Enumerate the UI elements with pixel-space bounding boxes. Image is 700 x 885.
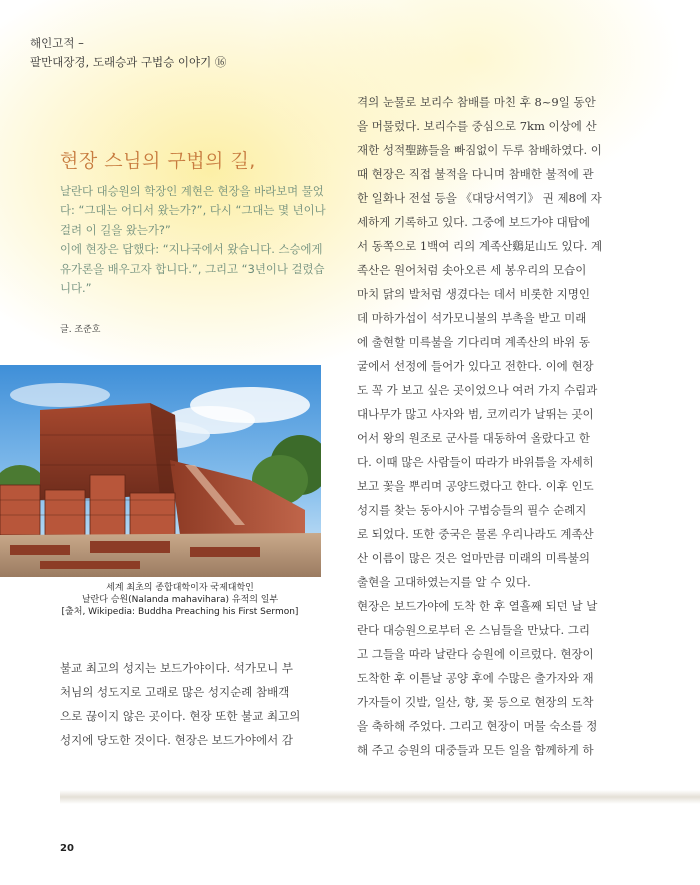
text-line: 산 이름이 많은 것은 얼마만큼 미래의 미륵불의 — [357, 551, 591, 565]
text-line: 다. 이때 많은 사람들이 따라가 바위틈을 자세히 — [357, 455, 594, 469]
text-line: 족산은 원어처럼 솟아오른 세 봉우리의 모습이 — [357, 263, 587, 277]
text-line: 가자들이 깃발, 일산, 향, 꽃 등으로 현장의 도착 — [357, 695, 594, 709]
photo-caption — [40, 582, 320, 618]
caption-line: 날란다 승원(Nalanda mahavihara) 유적의 일부 — [81, 595, 279, 605]
caption-line: 세계 최초의 종합대학이자 국제대학인 — [106, 583, 254, 593]
text-line: 으로 끊이지 않은 곳이다. 현장 또한 불교 최고의 — [60, 709, 301, 723]
text-line: 처님의 성도지로 고래로 많은 성지순례 참배객 — [60, 685, 290, 699]
text-line: 마치 닭의 발처럼 생겼다는 데서 비롯한 지명인 — [357, 287, 591, 301]
left-column-text — [60, 656, 322, 752]
nalanda-ruins-illustration — [0, 365, 321, 577]
text-line: 어서 왕의 원조로 군사를 대동하여 올랐다고 한 — [357, 431, 591, 445]
text-line: 현장은 보드가야에 도착 한 후 열흘째 되던 날 날 — [357, 599, 598, 613]
text-line: 란다 대승원으로부터 온 스님들을 만났다. 그리 — [357, 623, 591, 637]
text-line: 로 되었다. 또한 중국은 물론 우리나라도 계족산 — [357, 527, 594, 541]
text-line: 해 주고 승원의 대중들과 모든 일을 함께하게 하 — [357, 743, 594, 757]
text-line: 성지에 당도한 것이다. 현장은 보드가야에서 감 — [60, 733, 294, 747]
text-line: 세하게 기록하고 있다. 그중에 보드가야 대탑에 — [357, 215, 591, 229]
text-line: 굴에서 선정에 들어가 있다고 전한다. 이에 현장 — [357, 359, 594, 373]
article-headline: 현장 스님의 구법의 길, — [60, 150, 256, 172]
page-number: 20 — [60, 843, 74, 854]
text-line: 재한 성적聖跡들을 빠짐없이 두루 참배하였다. 이 — [357, 143, 602, 157]
text-line: 출현을 고대하였는지를 알 수 있다. — [357, 575, 531, 589]
lede-paragraph: 날란다 대승원의 학장인 계현은 현장을 바라보며 물었다: “그대는 어디서 왔는가?”, 다시 “그대는 몇 년이나 걸려 이 길을 왔는가?” — [60, 184, 326, 237]
text-line: 도 꼭 가 보고 싶은 곳이었으나 여러 가지 수림과 — [357, 383, 598, 397]
byline: 글. 조준호 — [60, 325, 101, 335]
series-title: 해인고적 – — [30, 36, 84, 50]
text-line: 데 마하가섭이 석가모니불의 부촉을 받고 미래 — [357, 311, 587, 325]
text-line: 성지를 찾는 동아시아 구법승들의 필수 순례지 — [357, 503, 587, 517]
text-line: 격의 눈물로 보리수 참배를 마친 후 8~9일 동안 — [357, 95, 596, 109]
right-column-text — [357, 90, 619, 762]
text-line: 을 축하해 주었다. 그리고 현장이 머물 숙소를 정 — [357, 719, 598, 733]
text-line: 대나무가 많고 사자와 범, 코끼리가 날뛰는 곳이 — [357, 407, 594, 421]
lede-paragraph: 이에 현장은 답했다: “지나국에서 왔습니다. 스승에게 유가론을 배우고자 합니다.”, 그리고 “3년이나 걸렸습니다.” — [60, 242, 325, 296]
text-line: 불교 최고의 성지는 보드가야이다. 석가모니 부 — [60, 661, 294, 675]
text-line: 때 현장은 직접 불적을 다니며 참배한 불적에 관 — [357, 167, 594, 181]
series-header — [30, 34, 330, 72]
text-line: 도착한 후 이튿날 공양 후에 수많은 출가자와 재 — [357, 671, 594, 685]
series-subtitle: 팔만대장경, 도래승과 구법승 이야기 ⑯ — [30, 55, 227, 69]
text-line: 보고 꽃을 뿌리며 공양드렸다고 한다. 이후 인도 — [357, 479, 594, 493]
text-line: 서 동쪽으로 1백여 리의 계족산鷄足山도 있다. 계 — [357, 239, 603, 253]
lede — [60, 182, 332, 298]
text-line: 에 출현할 미륵불을 기다리며 계족산의 바위 동 — [357, 335, 591, 349]
nalanda-ruins-photo — [0, 365, 321, 577]
footer-divider — [60, 790, 700, 804]
text-line: 고 그들을 따라 날란다 승원에 이르렀다. 현장이 — [357, 647, 594, 661]
text-line: 을 머물렀다. 보리수를 중심으로 7km 이상에 산 — [357, 119, 597, 133]
text-line: 한 일화나 전설 등을 《대당서역기》 권 제8에 자 — [357, 191, 602, 205]
caption-line: [출처, Wikipedia: Buddha Preaching his First Sermon] — [61, 607, 299, 617]
